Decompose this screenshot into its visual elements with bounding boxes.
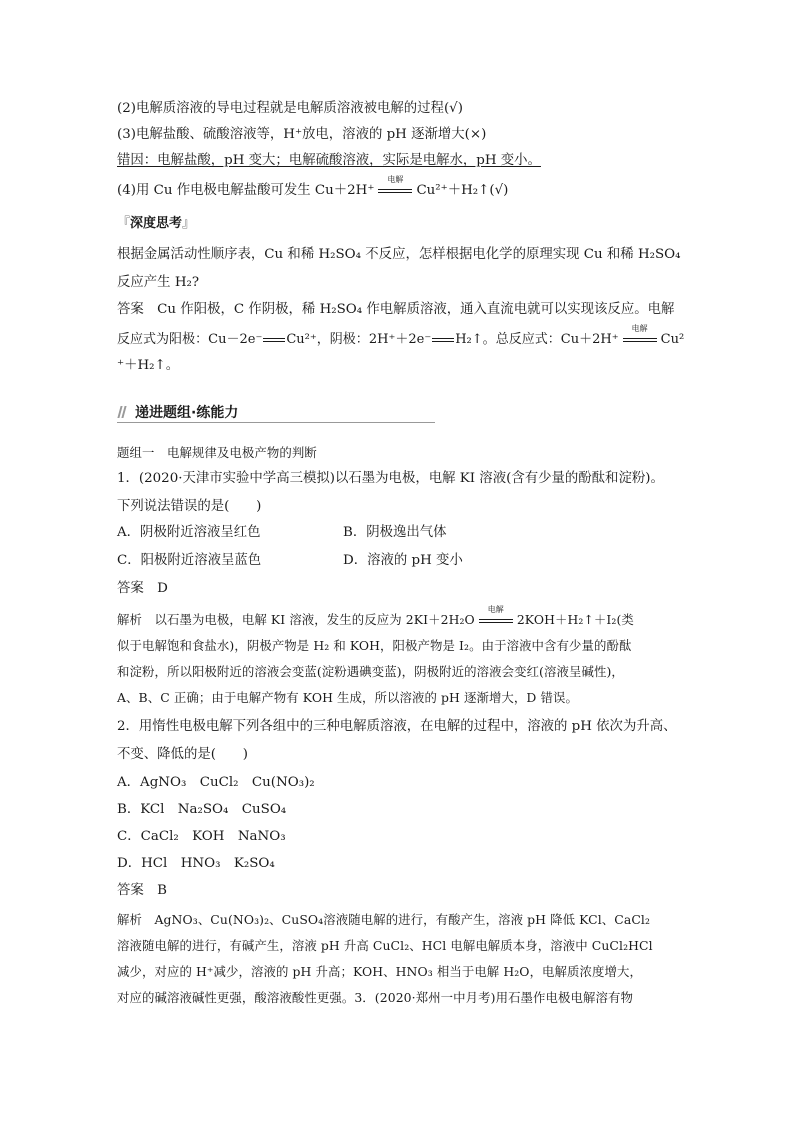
problem-1-option-d: D．溶液的 pH 变小	[343, 553, 463, 568]
explanation-reaction: 解析 以石墨为电极，电解 KI 溶液，发生的反应为 2KI＋2H₂O	[117, 612, 475, 627]
explanation-products: 2KOH＋H₂↑＋I₂(类	[516, 612, 634, 627]
problem-2-option-b: B．KCl Na₂SO₄ CuSO₄	[117, 802, 287, 817]
problem-1-stem-1: 1．(2020·天津市实验中学高三模拟)以石墨为电极，电解 KI 溶液(含有少量的酚酞和淀粉)。	[117, 471, 664, 486]
problem-2-explanation-2: 溶液随电解的进行，有碱产生，溶液 pH 升高 CuCl₂、HCl 电解电解质本身，溶液中 CuCl₂HCl	[117, 938, 653, 953]
problem-1-stem-2: 下列说法错误的是( )	[117, 499, 262, 514]
problem-1-option-c: C．阳极附近溶液呈蓝色	[117, 553, 262, 568]
equals-sign-icon	[263, 335, 285, 345]
problem-2-option-d: D．HCl HNO₃ K₂SO₄	[117, 856, 275, 871]
problem-2-option-c: C．CaCl₂ KOH NaNO₃	[117, 829, 286, 844]
problem-1-option-b: B．阴极逸出气体	[343, 525, 447, 540]
error-reason: 错因：电解盐酸，pH 变大；电解硫酸溶液，实际是电解水，pH 变小。	[117, 153, 541, 168]
answer-line-1: 答案 Cu 作阳极，C 作阴极，稀 H₂SO₄ 作电解质溶液，通入直流电就可以实现该反应。电解	[117, 302, 675, 317]
section-divider	[117, 422, 435, 423]
electrolysis-condition: 电解	[631, 323, 648, 333]
answer-line-3: ⁺＋H₂↑。	[117, 358, 180, 373]
section-title: 递进题组·练能力	[135, 405, 239, 421]
judgment-item-3: (3)电解盐酸、硫酸溶液等，H⁺放电，溶液的 pH 逐渐增大(×)	[117, 127, 487, 142]
problem-1-explanation-3: 和淀粉，所以阳极附近的溶液会变蓝(淀粉遇碘变蓝)，阴极附近的溶液会变红(溶液呈碱性)，	[117, 664, 624, 679]
judgment-item-4	[117, 174, 509, 200]
problem-1-explanation-2: 似于电解饱和食盐水)，阴极产物是 H₂ 和 KOH，阳极产物是 I₂。由于溶液中含有少量的酚酞	[117, 638, 632, 653]
equals-sign-icon	[432, 335, 454, 345]
judgment-item-2: (2)电解质溶液的导电过程就是电解质溶液被电解的过程(√)	[117, 101, 463, 116]
electrolysis-condition: 电解	[487, 604, 504, 614]
problem-2-explanation-1: 解析 AgNO₃、Cu(NO₃)₂、CuSO₄溶液随电解的进行，有酸产生，溶液 pH 降低 KCl、CaCl₂	[117, 912, 651, 927]
group-1-title: 题组一 电解规律及电极产物的判断	[117, 445, 317, 460]
problem-2-answer: 答案 B	[117, 883, 168, 898]
item-4-pre: (4)用 Cu 作电极电解盐酸可发生 Cu＋2H⁺	[117, 183, 375, 198]
electrolysis-arrow-icon	[479, 604, 513, 627]
electrolysis-arrow-icon	[623, 323, 657, 346]
anode-product: Cu²⁺，阴极：2H⁺＋2e⁻	[286, 332, 432, 347]
question-line-1: 根据金属活动性顺序表，Cu 和稀 H₂SO₄ 不反应，怎样根据电化学的原理实现 Cu 和稀 H₂SO₄	[117, 247, 681, 262]
problem-2-explanation-3: 减少，对应的 H⁺减少，溶液的 pH 升高；KOH、HNO₃ 相当于电解 H₂O，电解质浓度增大，	[117, 964, 642, 979]
section-bar-icon	[117, 406, 127, 420]
problem-1-explanation-1	[117, 604, 634, 629]
problem-2-stem-1: 2．用惰性电极电解下列各组中的三种电解质溶液，在电解的过程中，溶液的 pH 依次为升高、	[117, 719, 677, 734]
section-header	[117, 403, 435, 423]
problem-2-option-a: A．AgNO₃ CuCl₂ Cu(NO₃)₂	[117, 775, 315, 790]
answer-line-2	[117, 323, 685, 349]
item-4-post: Cu²⁺＋H₂↑(√)	[416, 183, 509, 198]
deep-think-label: 深度思考	[130, 216, 183, 231]
problem-1-option-a: A．阴极附近溶液呈红色	[117, 525, 261, 540]
problem-2-explanation-4: 对应的碱溶液碱性更强，酸溶液酸性更强。3．(2020·郑州一中月考)用石墨作电极电解溶有物	[117, 990, 633, 1005]
total-product: Cu²	[660, 332, 685, 347]
total-equation: H₂↑。总反应式：Cu＋2H⁺	[455, 332, 619, 347]
electrolysis-arrow-icon	[378, 174, 412, 197]
anode-equation: 反应式为阳极：Cu－2e⁻	[117, 332, 263, 347]
problem-1-answer: 答案 D	[117, 581, 168, 596]
electrolysis-condition: 电解	[387, 174, 404, 184]
question-line-2: 反应产生 H₂?	[117, 275, 200, 290]
problem-2-stem-2: 不变、降低的是( )	[117, 747, 248, 762]
problem-1-explanation-4: A、B、C 正确；由于电解产物有 KOH 生成，所以溶液的 pH 逐渐增大，D 错误。	[117, 690, 578, 705]
deep-think-heading: 『深度思考』	[117, 216, 196, 231]
